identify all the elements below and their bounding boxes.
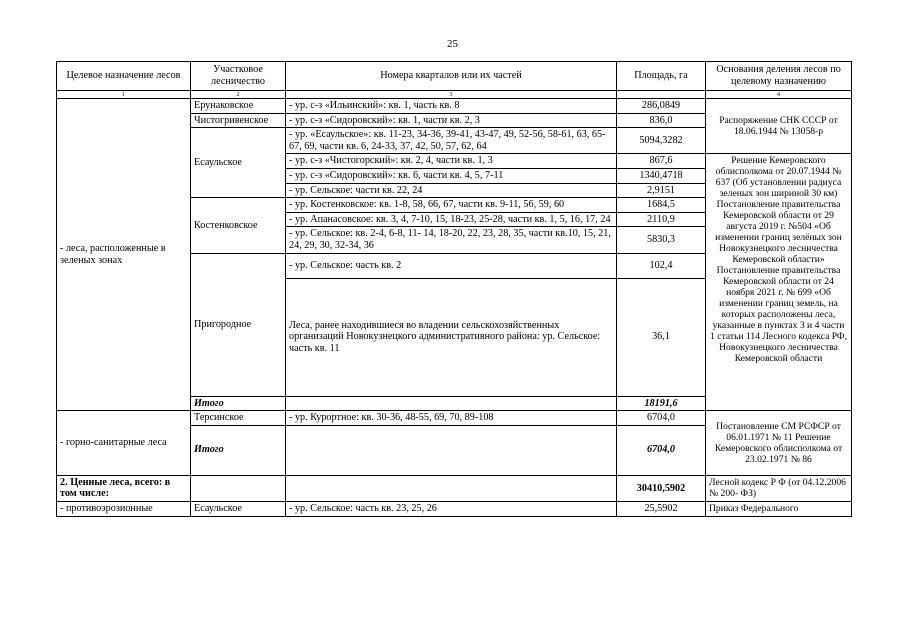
forestry-cell: Терсинское xyxy=(191,411,286,426)
header-purpose: Целевое назначение лесов xyxy=(57,62,191,91)
quarters-cell: - ур. Костенковское: кв. 1-8, 58, 66, 67, части кв. 9-11, 56, 59, 60 xyxy=(286,198,617,213)
basis-cell: Приказ Федерального xyxy=(706,501,852,516)
area-cell: 1340,4718 xyxy=(617,168,706,183)
table-row xyxy=(57,99,852,114)
page-bottom-margin xyxy=(0,557,905,640)
area-cell: 25,5902 xyxy=(617,501,706,516)
area-cell: 5830,3 xyxy=(617,227,706,253)
quarters-cell: - ур. Сельское: часть кв. 23, 25, 26 xyxy=(286,501,617,516)
table-row xyxy=(57,475,852,501)
forestry-cell: Пригородное xyxy=(191,253,286,396)
column-number xyxy=(617,91,706,99)
forestry-cell: Ерунаковское xyxy=(191,99,286,114)
header-quarters: Номера кварталов или их частей xyxy=(286,62,617,91)
quarters-cell: - ур. Курортное: кв. 30-36, 48-55, 69, 70, 89-108 xyxy=(286,411,617,426)
forestry-cell: Чистогривенское xyxy=(191,113,286,128)
area-cell: 6704,0 xyxy=(617,411,706,426)
table-row xyxy=(57,501,852,516)
total-area: 6704,0 xyxy=(617,425,706,475)
area-cell: 5094,3282 xyxy=(617,128,706,154)
quarters-cell: - ур. с-з «Сидоровский»: кв. 1, части кв. 2, 3 xyxy=(286,113,617,128)
area-cell: 2,9151 xyxy=(617,183,706,198)
area-cell: 1684,5 xyxy=(617,198,706,213)
total-label: Итого xyxy=(191,425,286,475)
column-number: 1 xyxy=(57,91,191,99)
empty-cell xyxy=(191,475,286,501)
quarters-cell: - ур. с-з «Сидоровский»: кв. 6, части кв. 4, 5, 7-11 xyxy=(286,168,617,183)
area-cell: 2110,9 xyxy=(617,212,706,227)
quarters-cell: - ур. Сельское: часть кв. 2 xyxy=(286,253,617,278)
quarters-cell: - ур. с-з «Чистогорский»: кв. 2, 4, части кв. 1, 3 xyxy=(286,154,617,169)
area-cell: 30410,5902 xyxy=(617,475,706,501)
empty-cell xyxy=(286,475,617,501)
quarters-cell: Леса, ранее находившиеся во владении сельскохозяйственных организаций Новокузнецкого административного района: ур. Сельское: часть кв. 11 xyxy=(286,278,617,396)
table-row xyxy=(57,411,852,426)
area-cell: 867,6 xyxy=(617,154,706,169)
area-cell: 286,0849 xyxy=(617,99,706,114)
empty-cell xyxy=(286,396,617,411)
purpose-erosion: - противоэрозионные xyxy=(57,501,191,516)
empty-cell xyxy=(286,425,617,475)
column-number: 4 xyxy=(706,91,852,99)
basis-cell: Постановление СМ РСФСР от 06.01.1971 № 11 Решение Кемеровского облисполкома от 23.02.1971 № 86 xyxy=(706,411,852,476)
page-number: 25 xyxy=(447,38,458,50)
quarters-cell: - ур. «Есаульское»: кв. 11-23, 34-36, 39-41, 43-47, 49, 52-56, 58-61, 63, 65-67, 69, части кв. 6, 24-33, 37, 42, 50, 57, 62, 64 xyxy=(286,128,617,154)
purpose-green-zones: - леса, расположенные в зеленых зонах xyxy=(57,99,191,411)
total-label: Итого xyxy=(191,396,286,411)
forestry-cell: Есаульское xyxy=(191,128,286,198)
total-area: 18191,6 xyxy=(617,396,706,411)
basis-cell: Решение Кемеровского облисполкома от 20.07.1944 № 637 (Об установлении радиуса зеленых зон шириной 30 км) Постановление правительства Кемеровской области от 29 августа 2019 г. №504 «Об изменении границ зелёных зон Новокузнецкого лесничества Кемеровской области» Постановление правительства Кемеровской области от 24 ноября 2021 г. № 699 «Об изменении границ земель, на которых расположены леса, указанные в пунктах 3 и 4 части 1 статьи 114 Лесного кодекса РФ, Новокузнецкого лесничества Кемеровской области xyxy=(706,154,852,411)
header-forestry: Участковое лесничество xyxy=(191,62,286,91)
quarters-cell: - ур. Сельское: кв. 2-4, 6-8, 11- 14, 18-20, 22, 23, 28, 35, части кв.10, 15, 21, 24, 29, 30, 32-34, 36 xyxy=(286,227,617,253)
forestry-cell: Костенковское xyxy=(191,198,286,253)
quarters-cell: - ур. с-з «Ильинский»: кв. 1, часть кв. 8 xyxy=(286,99,617,114)
column-number: 3 xyxy=(286,91,617,99)
quarters-cell: - ур. Апанасовское: кв. 3, 4, 7-10, 15, 18-23, 25-28, части кв. 1, 5, 16, 17, 24 xyxy=(286,212,617,227)
purpose-sanitary: - горно-санитарные леса xyxy=(57,411,191,476)
area-cell: 836,0 xyxy=(617,113,706,128)
quarters-cell: - ур. Сельское: части кв. 22, 24 xyxy=(286,183,617,198)
forest-purpose-table xyxy=(56,61,852,517)
basis-cell: Распоряжение СНК СССР от 18.06.1944 № 13058-р xyxy=(706,99,852,154)
header-area: Площадь, га xyxy=(617,62,706,91)
column-number-row xyxy=(57,91,852,99)
forestry-cell: Есаульское xyxy=(191,501,286,516)
area-cell: 102,4 xyxy=(617,253,706,278)
basis-cell: Лесной кодекс Р Ф (от 04.12.2006 № 200- ФЗ) xyxy=(706,475,852,501)
area-cell: 36,1 xyxy=(617,278,706,396)
column-number: 2 xyxy=(191,91,286,99)
header-basis: Основания деления лесов по целевому назначению xyxy=(706,62,852,91)
header-row xyxy=(57,62,852,91)
valuable-forests-label: 2. Ценные леса, всего: в том числе: xyxy=(57,475,191,501)
